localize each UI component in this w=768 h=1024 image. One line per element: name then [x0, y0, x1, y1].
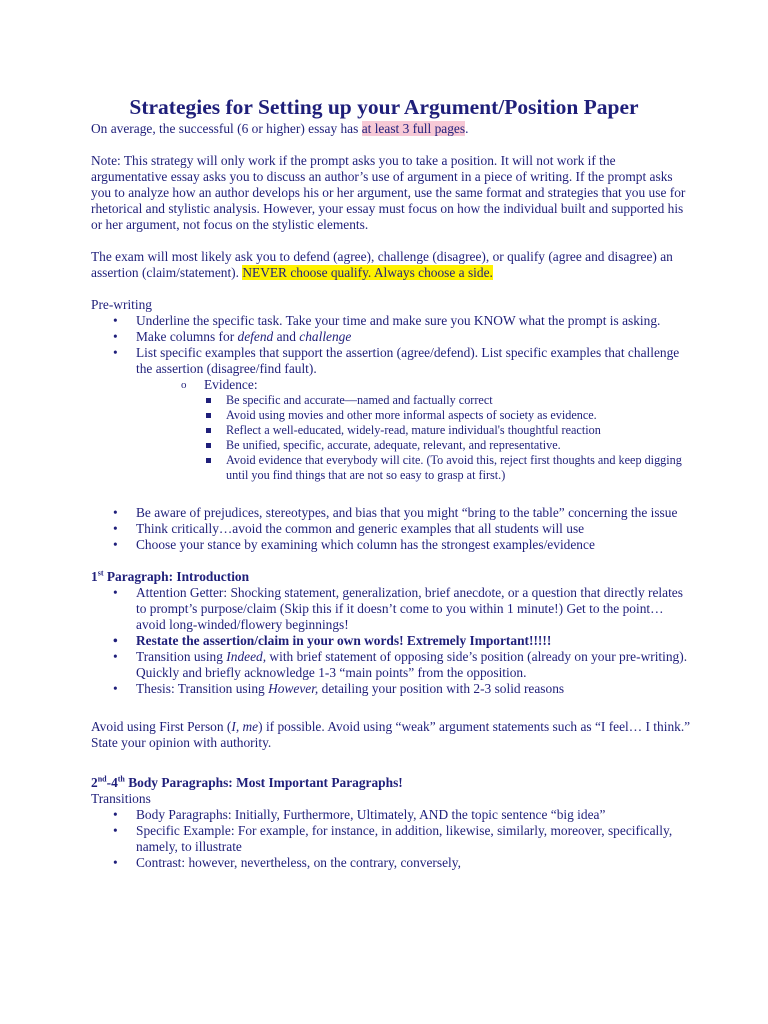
page-title: Strategies for Setting up your Argument/Position Paper [129, 95, 639, 119]
list-item: • Specific Example: For example, for instance, in addition, likewise, similarly, moreover, specifically, namely, to illustrate [91, 823, 691, 855]
heading-rest: Body Paragraphs: Most Important Paragraphs! [124, 775, 403, 790]
exam-text: The exam will most likely ask you to defend (agree), challenge (disagree), or qualify (agree and disagree) an assertion (claim/statement). [91, 249, 673, 280]
highlight-never-qualify: NEVER choose qualify. Always choose a side. [242, 265, 493, 280]
item-however: However, [268, 681, 319, 696]
heading-sup: st [97, 568, 104, 578]
intro-section-heading [91, 569, 691, 585]
item-text: List specific examples that support the assertion (agree/defend). List specific examples that challenge the assertion (disagree/find fault). [136, 345, 680, 376]
intro-list [91, 585, 691, 697]
first-person-paragraph [91, 719, 691, 751]
fp-italic: I, me [231, 719, 259, 734]
prewriting-list [91, 313, 691, 483]
evidence-label [180, 377, 691, 483]
list-item [91, 345, 691, 483]
heading-num: 1 [91, 569, 98, 584]
list-item: • Think critically…avoid the common and generic examples that all students will use [91, 521, 691, 537]
list-item [91, 329, 691, 345]
prewriting-heading: Pre-writing [91, 297, 152, 312]
evidence-list [180, 377, 691, 483]
heading-sup: th [117, 774, 125, 784]
document-body [91, 121, 691, 871]
list-item: • Choose your stance by examining which column has the strongest examples/evidence [91, 537, 691, 553]
exam-paragraph [91, 249, 691, 281]
evidence-label-text: Evidence: [204, 377, 258, 392]
heading-dash: -4 [106, 775, 118, 790]
transitions-list [91, 807, 691, 871]
transitions-heading: Transitions [91, 791, 151, 806]
item-text: Thesis: Transition using [136, 681, 269, 696]
prewriting-more-list [91, 505, 691, 553]
intro-text: On average, the successful (6 or higher) essay has [91, 121, 362, 136]
heading-sup: nd [97, 774, 107, 784]
item-defend: defend [237, 329, 274, 344]
item-indeed: Indeed, [226, 649, 267, 664]
item-text: Transition using [136, 649, 227, 664]
item-challenge: challenge [299, 329, 352, 344]
fp-text-after: ) if possible. Avoid using “weak” argument statements such as “I feel… I think.” State your opinion with authority. [91, 719, 691, 750]
fp-text: Avoid using First Person ( [91, 719, 232, 734]
intro-paragraph [91, 121, 691, 137]
body-section-heading [91, 775, 691, 791]
heading-rest: Paragraph: Introduction [103, 569, 250, 584]
intro-end: . [465, 121, 469, 136]
list-item: • Contrast: however, nevertheless, on the contrary, conversely, [91, 855, 691, 871]
item-text: Make columns for [136, 329, 238, 344]
list-item: • Body Paragraphs: Initially, Furthermore, Ultimately, AND the topic sentence “big idea” [91, 807, 691, 823]
list-item: • Attention Getter: Shocking statement, generalization, brief anecdote, or a question that directly relates to prompt’s purpose/claim (Skip this if it doesn’t come to you within 1 minute!) Get to the point…avoid long-winded/flowery beginnings! [91, 585, 691, 633]
item-text-after: with brief statement of opposing side’s position (already on your pre-writing). Quickly and briefly acknowledge 1-3 “main points” from the opposition. [136, 649, 688, 680]
list-item: • Restate the assertion/claim in your own words! Extremely Important!!!!! [91, 633, 691, 649]
evidence-item: Avoid using movies and other more informal aspects of society as evidence. [204, 408, 691, 423]
list-item [91, 681, 691, 697]
list-item: • Underline the specific task. Take your time and make sure you KNOW what the prompt is asking. [91, 313, 691, 329]
note-paragraph: Note: This strategy will only work if the prompt asks you to take a position. It will not work if the argumentative essay asks you to discuss an author’s use of argument in a piece of writing. If the prompt asks you to analyze how an author develops his or her argument, use the same format and strategies that you use for rhetorical and stylistic analysis. However, your essay must focus on how the individual built and supported his or her argument, not focus on the stylistic elements. [91, 153, 686, 232]
item-and: and [273, 329, 300, 344]
evidence-item: Avoid evidence that everybody will cite. (To avoid this, reject first thoughts and keep digging until you find things that are not so easy to grasp at first.) [204, 453, 691, 483]
evidence-item: Be specific and accurate—named and factually correct [204, 393, 691, 408]
list-item: • Be aware of prejudices, stereotypes, and bias that you might “bring to the table” concerning the issue [91, 505, 691, 521]
item-text-after: detailing your position with 2-3 solid reasons [318, 681, 565, 696]
heading-num: 2 [91, 775, 98, 790]
list-item [91, 649, 691, 681]
evidence-item: Be unified, specific, accurate, adequate, relevant, and representative. [204, 438, 691, 453]
evidence-item: Reflect a well-educated, widely-read, mature individual's thoughtful reaction [204, 423, 691, 438]
highlight-pages: at least 3 full pages [361, 121, 466, 136]
evidence-items [204, 393, 691, 483]
